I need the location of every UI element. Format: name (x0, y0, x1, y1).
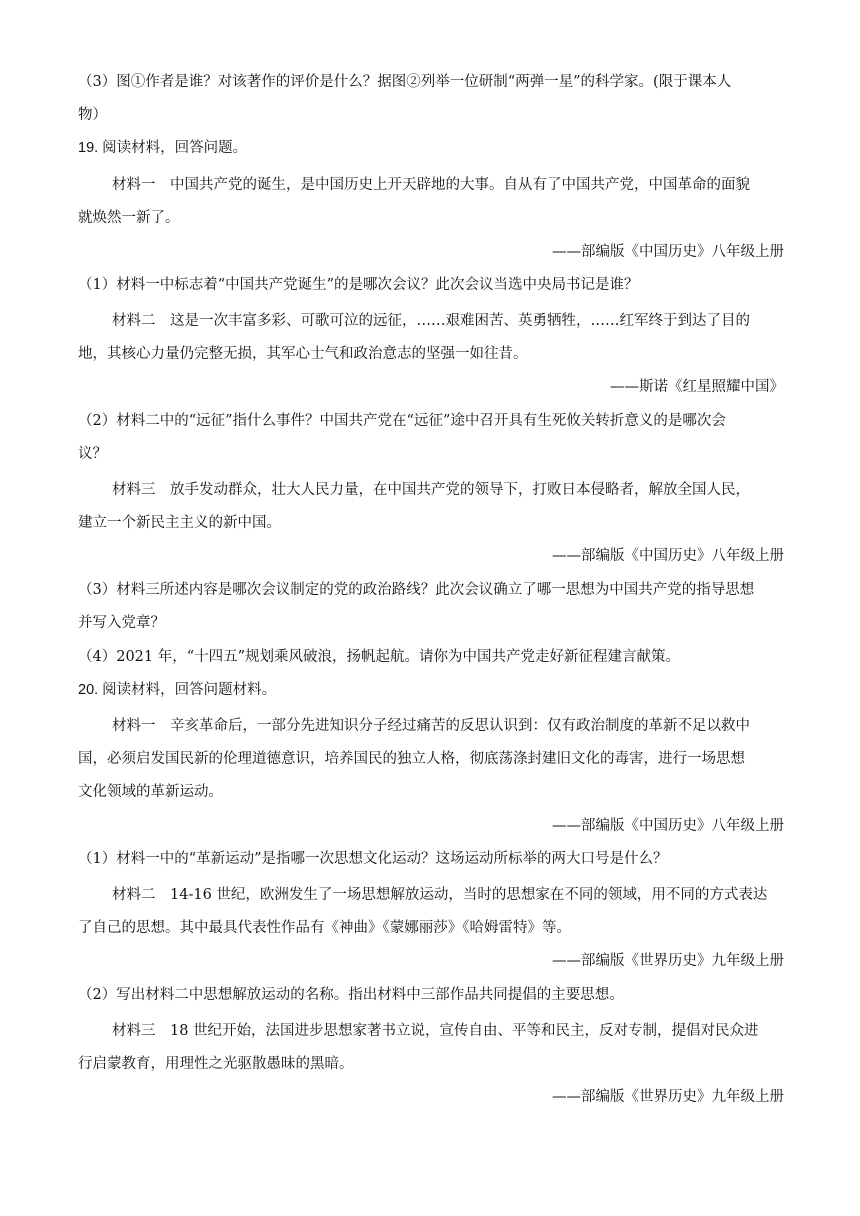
q19-material2-line1: 材料二 这是一次丰富多彩、可歌可泣的远征，……艰难困苦、英勇牺牲，……红军终于到达了目的 (112, 313, 750, 329)
q20-material1-line2: 国，必须启发国民新的伦理道德意识，培养国民的独立人格，彻底荡涤封建旧文化的毒害，进行一场思想 (78, 751, 745, 767)
q20-material3-source: ——部编版《世界历史》九年级上册 (552, 1089, 784, 1105)
q20-material1-source: ——部编版《中国历史》八年级上册 (552, 818, 784, 834)
q20-material3-line1: 材料三 18 世纪开始，法国进步思想家著书立说，宣传自由、平等和民主，反对专制，提倡对民众进 (112, 1023, 759, 1039)
q20-material3-line2: 行启蒙教育，用理性之光驱散愚昧的黑暗。 (78, 1056, 354, 1072)
q20-question1: （1）材料一中的“革新运动”是指哪一次思想文化运动？这场运动所标举的两大口号是什么？ (78, 851, 668, 867)
q20-title: 20. 阅读材料，回答问题材料。 (78, 682, 277, 698)
q20-material2-source: ——部编版《世界历史》九年级上册 (552, 953, 784, 969)
q20-material2-line1: 材料二 14-16 世纪，欧洲发生了一场思想解放运动，当时的思想家在不同的领域，用不同的方式表达 (112, 887, 768, 903)
q19-question3-line1: （3）材料三所述内容是哪次会议制定的党的政治路线？此次会议确立了哪一思想为中国共产党的指导思想 (78, 582, 755, 598)
q18-sub3-line1: （3）图①作者是谁？对该著作的评价是什么？据图②列举一位研制“两弹一星”的科学家。(限于课本人 (78, 74, 732, 90)
q19-material3-source: ——部编版《中国历史》八年级上册 (552, 548, 784, 564)
q19-question4: （4）2021 年，“十四五”规划乘风破浪，扬帆起航。请你为中国共产党走好新征程建言献策。 (78, 649, 681, 665)
q19-material1-line2: 就焕然一新了。 (78, 210, 180, 226)
q20-material1-line3: 文化领域的革新运动。 (78, 784, 223, 800)
q19-question2-line1: （2）材料二中的“远征”指什么事件？中国共产党在“远征”途中召开具有生死攸关转折意义的是哪次会 (78, 413, 726, 429)
q19-material1-source: ——部编版《中国历史》八年级上册 (552, 244, 784, 260)
q18-sub3-line2: 物） (78, 107, 107, 123)
q19-title: 19. 阅读材料，回答问题。 (78, 140, 248, 156)
q19-material1-line1: 材料一 中国共产党的诞生，是中国历史上开天辟地的大事。自从有了中国共产党，中国革命的面貌 (112, 177, 750, 193)
q19-question1: （1）材料一中标志着“中国共产党诞生”的是哪次会议？此次会议当选中央局书记是谁？ (78, 277, 639, 293)
q19-material3-line1: 材料三 放手发动群众，壮大人民力量，在中国共产党的领导下，打败日本侵略者，解放全国人民， (112, 482, 750, 498)
q20-material1-line1: 材料一 辛亥革命后，一部分先进知识分子经过痛苦的反思认识到：仅有政治制度的革新不足以救中 (112, 718, 750, 734)
q20-material2-line2: 了自己的思想。其中最具代表性作品有《神曲》《蒙娜丽莎》《哈姆雷特》等。 (78, 920, 571, 936)
q19-question3-line2: 并写入党章？ (78, 615, 165, 631)
q19-material2-source: ——斯诺《红星照耀中国》 (610, 379, 784, 395)
q19-question2-line2: 议？ (78, 446, 107, 462)
q19-material2-line2: 地，其核心力量仍完整无损，其军心士气和政治意志的坚强一如往昔。 (78, 346, 528, 362)
q19-material3-line2: 建立一个新民主主义的新中国。 (78, 515, 281, 531)
q20-question2: （2）写出材料二中思想解放运动的名称。指出材料中三部作品共同提倡的主要思想。 (78, 987, 624, 1003)
